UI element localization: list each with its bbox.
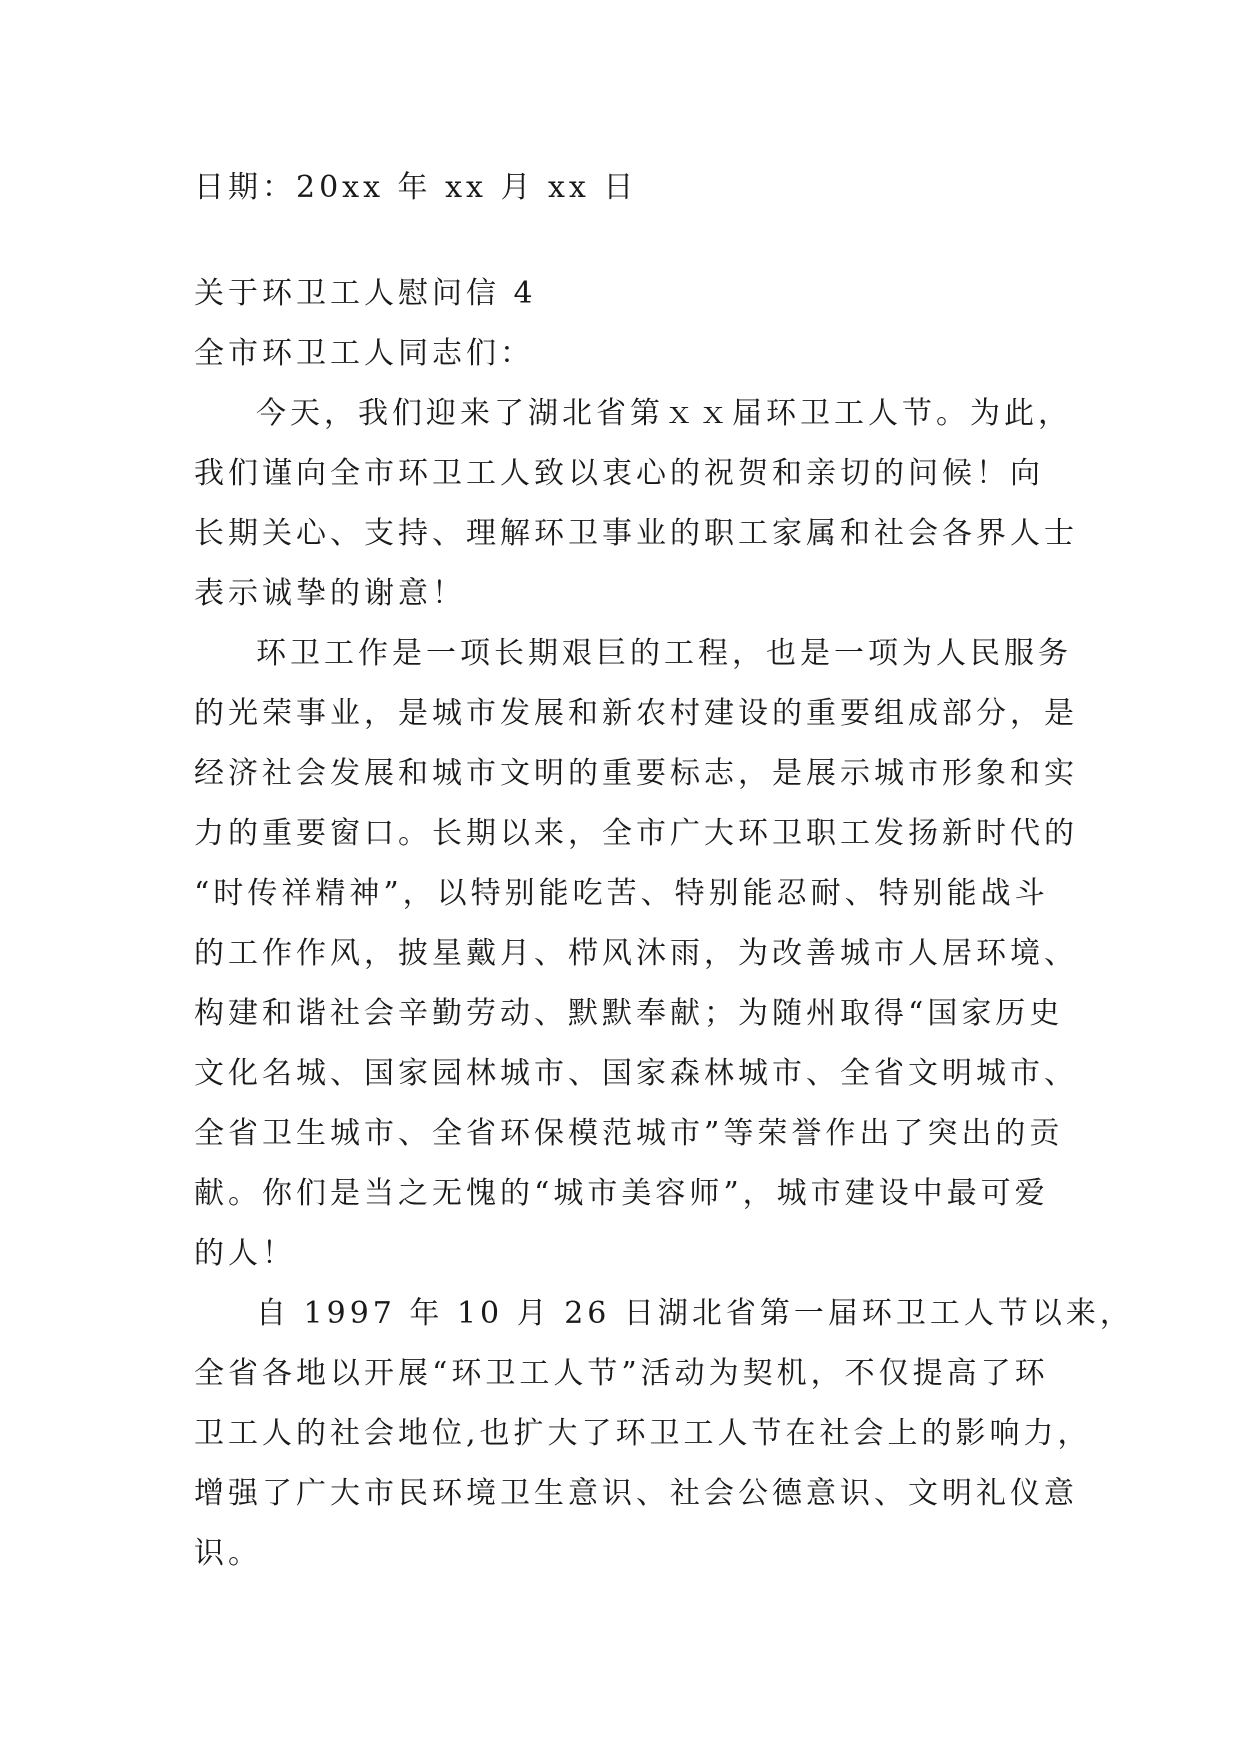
- body-line: 长期关心、支持、理解环卫事业的职工家属和社会各界人士: [194, 516, 1078, 551]
- body-line: 献。你们是当之无愧的“城市美容师”，城市建设中最可爱: [194, 1176, 1049, 1211]
- body-line: 增强了广大市民环境卫生意识、社会公德意识、文明礼仪意: [194, 1476, 1078, 1511]
- body-line: 构建和谐社会辛勤劳动、默默奉献；为随州取得“国家历史: [194, 996, 1064, 1031]
- body-line: 我们谨向全市环卫工人致以衷心的祝贺和亲切的问候！向: [194, 456, 1044, 491]
- body-line: 力的重要窗口。长期以来，全市广大环卫职工发扬新时代的: [194, 816, 1078, 851]
- body-line: “时传祥精神”，以特别能吃苦、特别能忍耐、特别能战斗: [194, 876, 1049, 911]
- body-line: 环卫工作是一项长期艰巨的工程，也是一项为人民服务: [256, 636, 1072, 671]
- letter-title: 关于环卫工人慰问信 4: [194, 276, 537, 311]
- body-line: 全省各地以开展“环卫工人节”活动为契机，不仅提高了环: [194, 1356, 1049, 1391]
- body-line: 表示诚挚的谢意！: [194, 576, 466, 611]
- date-line: 日期：20xx 年 xx 月 xx 日: [194, 170, 638, 205]
- salutation: 全市环卫工人同志们：: [194, 336, 534, 371]
- body-line: 的工作作风，披星戴月、栉风沐雨，为改善城市人居环境、: [194, 936, 1078, 971]
- body-line: 识。: [194, 1536, 262, 1571]
- letter-body: [194, 384, 1134, 1584]
- body-line: 的光荣事业，是城市发展和新农村建设的重要组成部分，是: [194, 696, 1078, 731]
- body-line: 文化名城、国家园林城市、国家森林城市、全省文明城市、: [194, 1056, 1078, 1091]
- body-line: 自 1997 年 10 月 26 日湖北省第一届环卫工人节以来，: [256, 1296, 1134, 1331]
- body-line: 经济社会发展和城市文明的重要标志，是展示城市形象和实: [194, 756, 1078, 791]
- body-line: 卫工人的社会地位,也扩大了环卫工人节在社会上的影响力，: [194, 1416, 1092, 1451]
- body-line: 的人！: [194, 1236, 296, 1271]
- body-line: 全省卫生城市、全省环保模范城市”等荣誉作出了突出的贡: [194, 1116, 1064, 1151]
- body-line: 今天，我们迎来了湖北省第ｘｘ届环卫工人节。为此，: [256, 396, 1072, 431]
